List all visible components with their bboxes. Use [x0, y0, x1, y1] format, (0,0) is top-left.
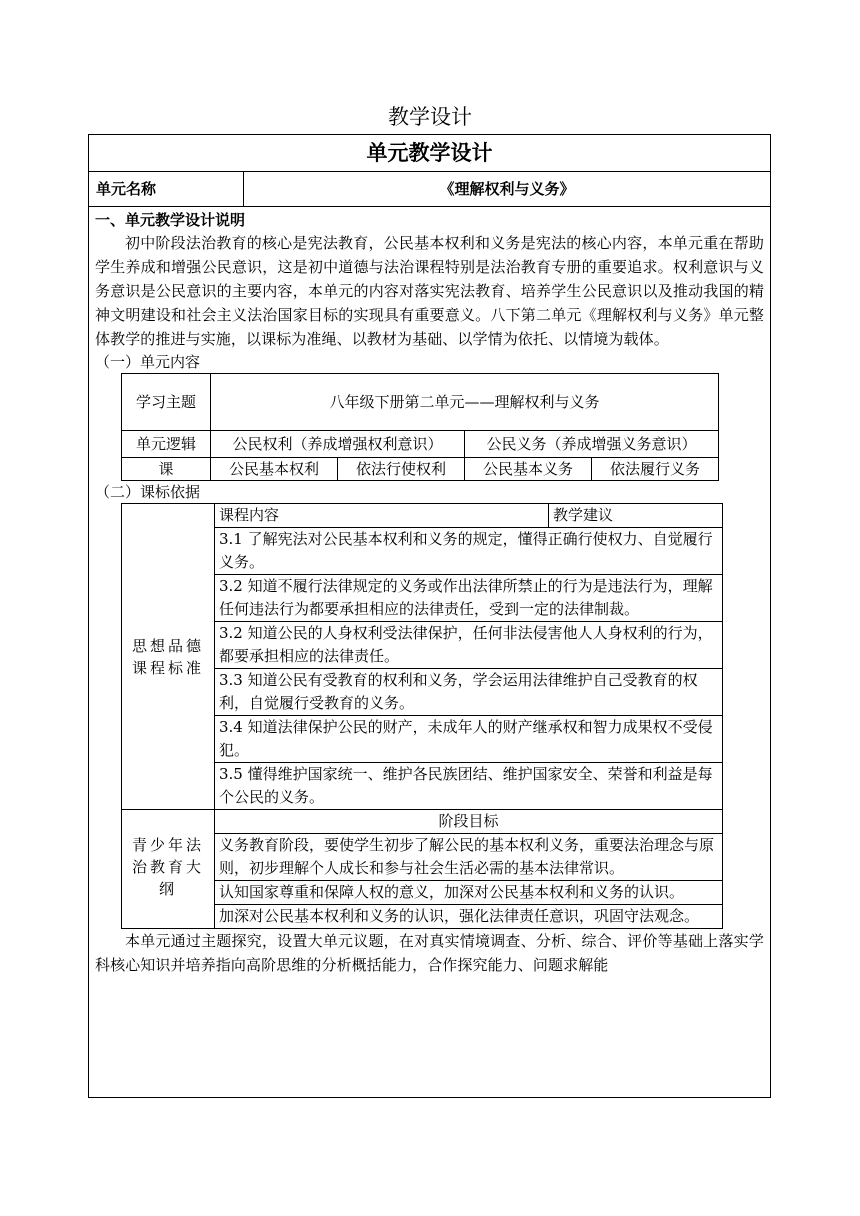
youth-law-label: 青少年法治教育大纲 [122, 810, 215, 929]
youth-goal-item: 加深对公民基本权利和义务的认识，强化法律责任意识，巩固守法观念。 [215, 905, 723, 929]
unit-header: 单元教学设计 [89, 135, 770, 172]
section-heading: 一、单元教学设计说明 [95, 211, 246, 229]
lesson-cell: 依法履行义务 [591, 458, 718, 481]
document-title: 教学设计 [388, 105, 472, 129]
lesson-label: 课 [122, 458, 211, 481]
unit-content-table [121, 373, 719, 481]
standards-heading: （二）课标依据 [95, 483, 201, 501]
theme-value: 八年级下册第二单元——理解权利与义务 [211, 374, 719, 431]
course-content-header: 课程内容 [215, 504, 549, 528]
standard-item: 3.1 了解宪法对公民基本权利和义务的规定，懂得正确行使权力、自觉履行义务。 [215, 528, 723, 575]
teaching-suggestion-header: 教学建议 [549, 504, 723, 528]
logic-rights: 公民权利（养成增强权利意识） [211, 431, 465, 458]
logic-label: 单元逻辑 [122, 431, 211, 458]
youth-goal-item: 认知国家尊重和保障人权的意义，加深对公民基本权利和义务的认识。 [215, 881, 723, 905]
design-body [89, 207, 770, 977]
lesson-cell: 公民基本权利 [211, 458, 338, 481]
standard-item: 3.5 懂得维护国家统一、维护各民族团结、维护国家安全、荣誉和利益是每个公民的义务。 [215, 763, 723, 810]
logic-duties: 公民义务（养成增强义务意识） [464, 431, 718, 458]
closing-paragraph: 本单元通过主题探究，设置大单元议题，在对真实情境调查、分析、综合、评价等基础上落实学科核心知识并培养指向高阶思维的分析概括能力，合作探究能力、问题求解能 [95, 932, 764, 974]
standard-item: 3.3 知道公民有受教育的权利和义务，学会运用法律维护自己受教育的权利，自觉履行受教育的义务。 [215, 669, 723, 716]
theme-label: 学习主题 [122, 374, 211, 431]
design-table [88, 134, 771, 1098]
unit-name-row [89, 172, 770, 207]
lesson-cell: 依法行使权利 [337, 458, 464, 481]
unit-content-heading: （一）单元内容 [95, 353, 201, 371]
standard-item: 3.2 知道公民的人身权利受法律保护，任何非法侵害他人人身权利的行为，都要承担相应的法律责任。 [215, 622, 723, 669]
intro-paragraph: 初中阶段法治教育的核心是宪法教育，公民基本权利和义务是宪法的核心内容，本单元重在帮助学生养成和增强公民意识，这是初中道德与法治课程特别是法治教育专册的重要追求。权利意识与义务意识是公民意识的主要内容，本单元的内容对落实宪法教育、培养学生公民意识以及推动我国的精神文明建设和社会主义法治国家目标的实现具有重要意义。八下第二单元《理解权利与义务》单元整体教学的推进与实施，以课标为准绳、以教材为基础、以学情为依托、以情境为载体。 [95, 234, 764, 348]
unit-name-value: 《理解权利与义务》 [439, 180, 575, 198]
standards-table [121, 503, 723, 929]
lesson-cell: 公民基本义务 [464, 458, 591, 481]
unit-name-label: 单元名称 [89, 172, 244, 206]
standard-item: 3.2 知道不履行法律规定的义务或作出法律所禁止的行为是违法行为，理解任何违法行为都要承担相应的法律责任，受到一定的法律制裁。 [215, 575, 723, 622]
stage-goal-header: 阶段目标 [215, 810, 723, 834]
standard-item: 3.4 知道法律保护公民的财产，未成年人的财产继承权和智力成果权不受侵犯。 [215, 716, 723, 763]
moral-standard-label: 思想品德课程标准 [122, 504, 215, 810]
youth-goal-item: 义务教育阶段，要使学生初步了解公民的基本权利义务，重要法治理念与原则，初步理解个人成长和参与社会生活必需的基本法律常识。 [215, 834, 723, 881]
